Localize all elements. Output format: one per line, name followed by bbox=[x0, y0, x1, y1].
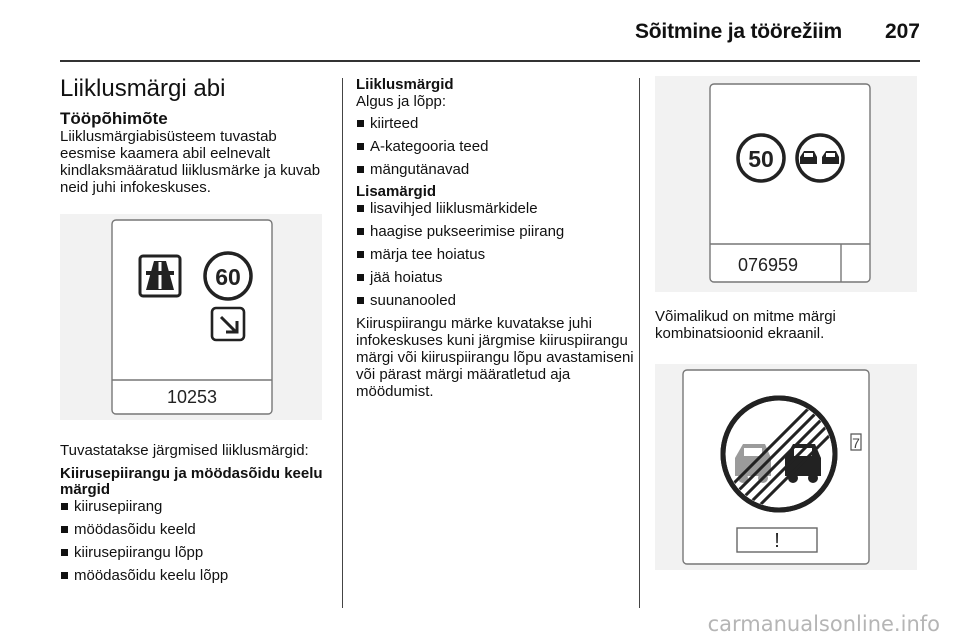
speed-limit-sign bbox=[738, 135, 784, 181]
column-1 bbox=[60, 74, 330, 590]
section-title: Liiklusmärgi abi bbox=[60, 75, 226, 102]
column-divider-2 bbox=[639, 78, 640, 608]
list-item: suunanooled bbox=[356, 292, 636, 309]
column-divider-1 bbox=[342, 78, 343, 608]
figure-highway-speed-sign bbox=[60, 214, 322, 420]
speed-signs-list bbox=[60, 498, 330, 584]
detected-signs-intro: Tuvastatakse järgmised liiklusmärgid: bbox=[60, 442, 309, 459]
page-header bbox=[0, 0, 960, 62]
list-item: lisavihjed liiklusmärkidele bbox=[356, 200, 636, 217]
display-illustration bbox=[655, 76, 917, 292]
arrow-down-right-icon bbox=[212, 308, 244, 340]
figure-number: 076959 bbox=[737, 255, 799, 275]
speed-signs-heading: Kiirusepiirangu ja möödasõidu keelu märgid bbox=[60, 465, 323, 498]
no-overtaking-sign bbox=[797, 135, 843, 181]
watermark: carmanualsonline.info bbox=[707, 612, 940, 636]
column-3 bbox=[655, 74, 925, 570]
display-illustration bbox=[655, 364, 917, 570]
supplementary-mark: 7 bbox=[852, 435, 860, 451]
traffic-signs-subheading: Algus ja lõpp: bbox=[356, 93, 447, 110]
supplementary-mark-icon bbox=[851, 434, 861, 451]
column-2 bbox=[356, 77, 636, 400]
speed-limit-value: 50 bbox=[748, 146, 774, 172]
figure-speed-no-overtaking bbox=[655, 76, 917, 292]
figure-number: 10253 bbox=[166, 387, 218, 407]
intro-paragraph: Liiklusmärgiabisüsteem tuvastab eesmise kaamera abil eelnevalt kindlaksmääratud liiklusmärke ja kuvab neid juhi infokeskuses. bbox=[60, 128, 321, 196]
list-item: kiirusepiirangu lõpp bbox=[60, 544, 330, 561]
speed-limit-value: 60 bbox=[215, 264, 241, 290]
display-illustration bbox=[60, 214, 322, 420]
caption-paragraph: Võimalikud on mitme märgi kombinatsioonid ekraanil. bbox=[655, 308, 836, 342]
list-item: A-kategooria teed bbox=[356, 138, 636, 155]
list-item: mängutänavad bbox=[356, 161, 636, 178]
header-divider bbox=[60, 60, 920, 62]
list-item: kiirteed bbox=[356, 115, 636, 132]
list-item: märja tee hoiatus bbox=[356, 246, 636, 263]
warning-supplement-sign bbox=[737, 528, 817, 552]
figure-end-no-overtaking bbox=[655, 364, 917, 570]
list-item: möödasõidu keelu lõpp bbox=[60, 567, 330, 584]
additional-signs-heading: Lisamärgid bbox=[356, 183, 437, 200]
list-item: kiirusepiirang bbox=[60, 498, 330, 515]
chapter-title: Sõitmine ja töörežiim bbox=[635, 20, 842, 43]
page-number: 207 bbox=[884, 20, 920, 43]
traffic-signs-heading: Liiklusmärgid bbox=[356, 76, 454, 93]
subsection-title: Tööpõhimõte bbox=[60, 109, 168, 128]
additional-signs-list bbox=[356, 200, 636, 309]
display-duration-paragraph: Kiiruspiirangu märke kuvatakse juhi infokeskuses kuni järgmise kiiruspiirangu märgi või kiiruspiirangu lõpu avastamiseni või pärast märgi määratletud aja möödumist. bbox=[356, 315, 634, 400]
list-item: jää hoiatus bbox=[356, 269, 636, 286]
list-item: haagise pukseerimise piirang bbox=[356, 223, 636, 240]
traffic-signs-list bbox=[356, 115, 636, 178]
speed-limit-sign bbox=[205, 253, 251, 299]
list-item: möödasõidu keeld bbox=[60, 521, 330, 538]
supplement-text: ! bbox=[774, 530, 780, 552]
